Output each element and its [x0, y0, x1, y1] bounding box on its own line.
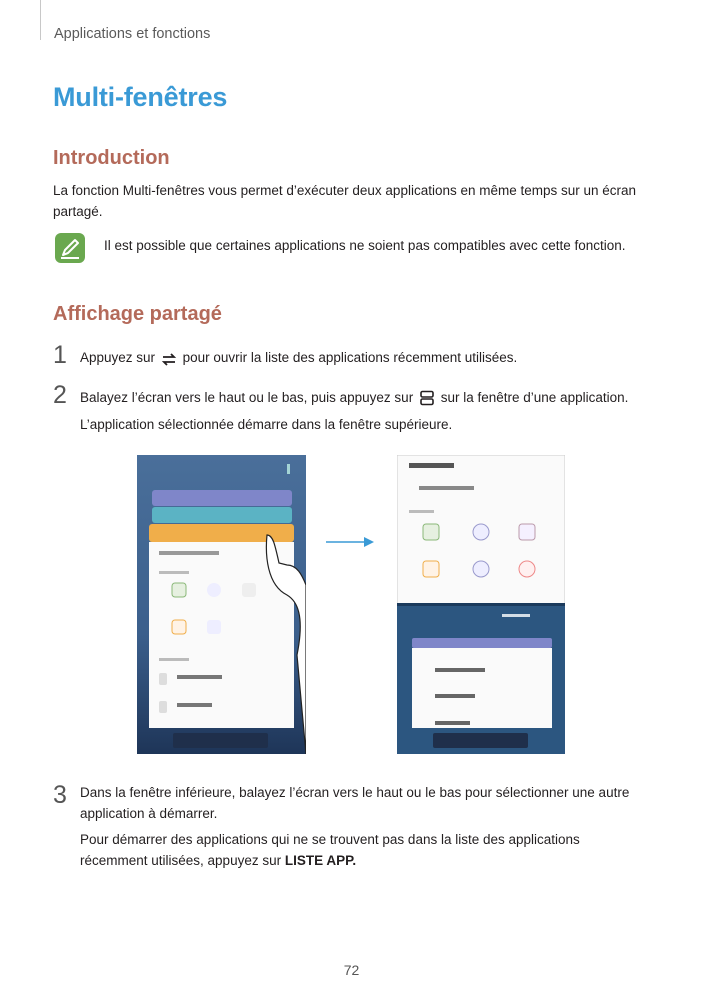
- step-number-1: 1: [53, 341, 67, 369]
- note-pencil-icon: [54, 232, 86, 264]
- recent-apps-icon: [161, 352, 177, 366]
- step-1-text: [80, 347, 650, 368]
- screenshot-split-screen: [397, 455, 565, 754]
- margin-rule: [40, 0, 41, 40]
- step-3-note-text: Pour démarrer des applications qui ne se trouvent pas dans la liste des applications récemment utilisées, appuyez sur: [80, 832, 580, 868]
- section-heading-introduction: Introduction: [53, 147, 170, 169]
- step-number-2: 2: [53, 381, 67, 409]
- step-3-note: [80, 829, 650, 871]
- step-3-text: Dans la fenêtre inférieure, balayez l’écran vers le haut ou le bas pour sélectionner une autre application à démarrer.: [80, 785, 630, 821]
- step-1-text-after: pour ouvrir la liste des applications récemment utilisées.: [182, 350, 518, 365]
- step-2-text: [80, 387, 650, 408]
- app-list-label: LISTE APP.: [284, 853, 357, 868]
- step-2-text-before: Balayez l’écran vers le haut ou le bas, puis appuyez sur: [80, 390, 414, 405]
- intro-paragraph: La fonction Multi-fenêtres vous permet d’exécuter deux applications en même temps sur un écran partagé.: [53, 183, 637, 219]
- page-number: 72: [343, 962, 360, 978]
- step-number-3: 3: [53, 781, 67, 809]
- section-heading-split-view: Affichage partagé: [53, 303, 222, 325]
- step-1-text-before: Appuyez sur: [80, 350, 156, 365]
- note-text: Il est possible que certaines applications ne soient pas compatibles avec cette fonction.: [104, 238, 626, 253]
- arrow-right-icon: [326, 534, 376, 550]
- step-2-result-text: L’application sélectionnée démarre dans la fenêtre supérieure.: [80, 417, 453, 432]
- page-title: Multi-fenêtres: [53, 82, 228, 112]
- screenshot-recent-apps: [137, 455, 306, 754]
- step-2-text-after: sur la fenêtre d’une application.: [440, 390, 629, 405]
- split-screen-icon: [419, 390, 435, 406]
- running-header: Applications et fonctions: [54, 26, 211, 42]
